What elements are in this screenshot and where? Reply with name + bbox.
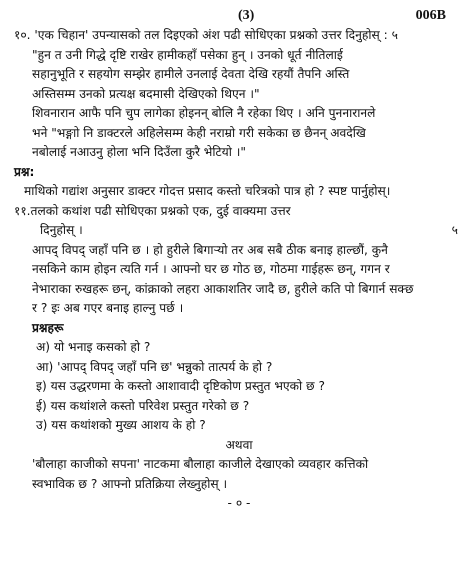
q10-question: माथिको गद्यांश अनुसार डाक्टर गोदत्त प्रसाद कस्तो चरित्रको पात्र हो ? स्पष्ट पार्नुहोस्।	[24, 184, 391, 198]
q11-sub-question: ई) यस कथांशले कस्तो परिवेश प्रस्तुत गरेको छ ?	[36, 398, 250, 413]
alternative-line: 'बौलाहा काजीको सपना' नाटकमा बौलाहा काजीले देखाएको व्यवहार कत्तिको	[32, 457, 369, 471]
q11-sub-question: आ) 'आपद् विपद् जहाँ पनि छ' भन्नुको तात्पर्य के हो ?	[36, 359, 273, 374]
q11-sub-question: उ) यस कथांशको मुख्य आशय के हो ?	[36, 418, 206, 432]
q11-questions-heading: प्रश्नहरू	[32, 320, 64, 335]
alternative-line: स्वभाविक छ ? आफ्नो प्रतिक्रिया लेख्नुहोस् ।	[32, 476, 228, 491]
q11-passage-line: नसकिने काम होइन त्यति गर्न । आफ्नो घर छ गोठ छ, गोठमा गाईहरू छन्, गगन र	[32, 262, 390, 276]
q10-question-heading: प्रश्न:	[14, 164, 35, 179]
q10-passage-line: नबोलाई नआउनु होला भनि दिउँला कुरै भेटियो ।"	[32, 145, 246, 159]
q11-marks: ५	[451, 223, 458, 237]
q11-passage-line: र ? इः अब गएर बनाइ हाल्नु पर्छ ।	[32, 301, 184, 315]
q11-passage-line: आपद् विपद् जहाँ पनि छ । हो हुरीले बिगाऱ्यो तर अब सबै ठीक बनाइ हाल्छौं, कुनै	[32, 242, 388, 257]
q10-passage-line: शिवनारान आफै पनि चुप लागेका होइनन् बोलि नै रहेका थिए । अनि पुननारानले	[32, 106, 376, 120]
page-footer-marker: - ० -	[227, 496, 251, 510]
q11-instruction-end: दिनुहोस् ।	[40, 223, 83, 237]
question-10	[14, 26, 464, 202]
q11-instruction: ११.तलको कथांश पढी सोधिएका प्रश्नको एक, दुई वाक्यमा उत्तर	[14, 203, 291, 218]
question-11	[14, 202, 464, 436]
q10-passage-line: भने "भङ्गाो नि डाक्टरले अहिलेसम्म केही नराम्रो गरी सकेका छ छैनन् अवदेखि	[32, 125, 366, 140]
q10-passage-line: अस्तिसम्म उनको प्रत्यक्ष बदमासी देखिएको थिएन ।"	[32, 86, 260, 101]
q11-sub-question: इ) यस उद्धरणमा के कस्तो आशावादी दृष्टिकोण प्रस्तुत भएको छ ?	[36, 379, 325, 393]
alternative-question	[14, 436, 464, 495]
page-number: (3)	[238, 8, 255, 23]
q11-passage-line: नेभाराका रुखहरू छन्, कांक्राको लहरा आकाशतिर जादै छ, हुरीले कति पो बिगार्न सक्छ	[32, 281, 414, 296]
q11-sub-question: अ) यो भनाइ कसको हो ?	[36, 340, 151, 354]
or-label: अथवा	[225, 437, 253, 452]
page-header	[14, 6, 464, 26]
q10-instruction: १०. 'एक चिहान' उपन्यासको तल दिइएको अंश पढी सोधिएका प्रश्नको उत्तर दिनुहोस् : ५	[14, 28, 398, 42]
paper-code: 006B	[415, 8, 446, 23]
q10-passage-line: सहानुभूति र सहयोग सम्झेर हामीले उनलाई देवता देखि रहयौं तैपनि अस्ति	[32, 67, 350, 81]
q10-passage-line: "हुन त उनी गिद्धे दृष्टि राखेर हामीकहाँ पसेका हुन् । उनको धूर्त नीतिलाई	[32, 47, 343, 62]
q11-instruction-row	[14, 221, 464, 241]
